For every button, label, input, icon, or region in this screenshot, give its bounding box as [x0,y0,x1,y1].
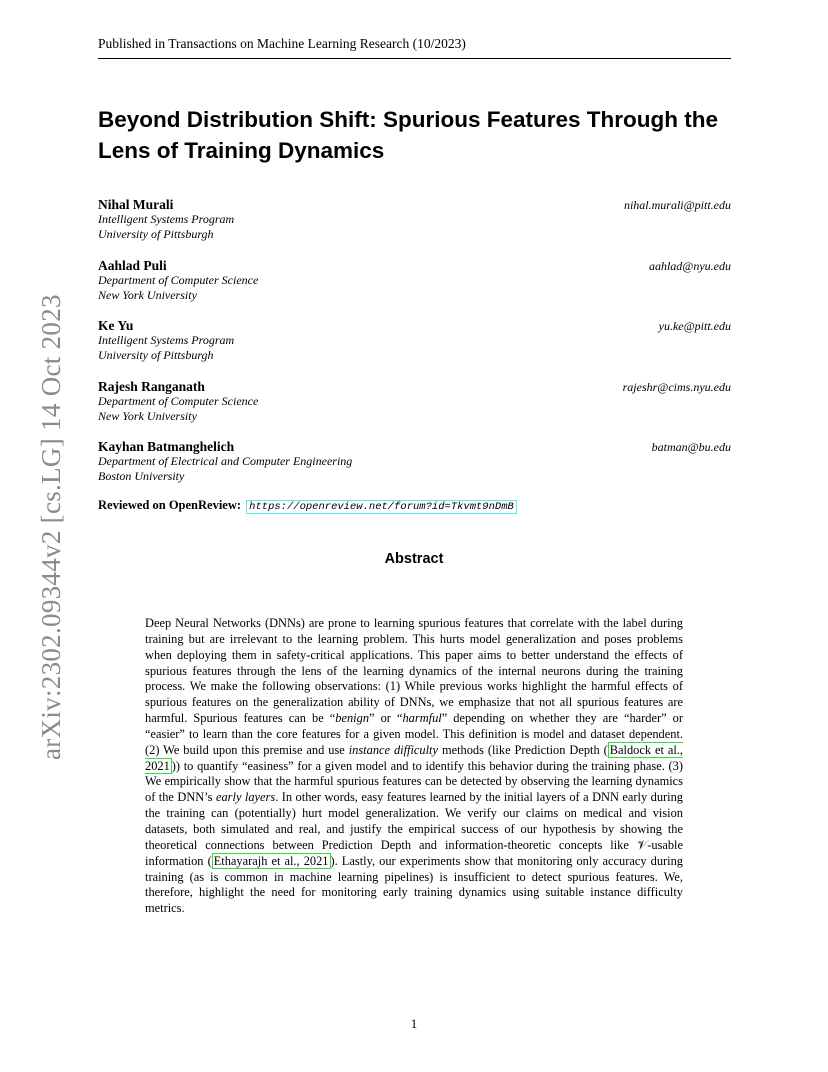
abstract-text: methods (like Prediction Depth ( [438,742,608,757]
author-block [98,258,731,319]
arxiv-identifier: arXiv:2302.09344v2 [cs.LG] 14 Oct 2023 [36,294,66,760]
author-email[interactable]: aahlad@nyu.edu [648,258,731,273]
author-block [98,379,731,440]
review-label: Reviewed on OpenReview: [98,498,242,512]
author-block [98,439,731,500]
paper-title: Beyond Distribution Shift: Spurious Features Through the Lens of Training Dynamics [98,107,718,163]
author-name: Ke Yu [98,318,134,333]
abstract-heading: Abstract [384,551,444,567]
emphasis-benign: benign [335,711,370,726]
review-line [98,498,517,513]
abstract-text: ). Lastly, our experiments show that monitoring only accuracy during training (as is common in machine learning pipelines) is insufficient to detect spurious features. We, therefore, highlight the need for monitoring early training dynamics using suitable instance difficulty metrics. [145,853,683,916]
author-affiliation: Intelligent Systems Program [98,333,235,347]
abstract-text: Deep Neural Networks (DNNs) are prone to learning spurious features that correlate with the label during training but are irrelevant to the learning problem. This hurts model generalization and poses problems when deploying them in safety-critical applications. This paper aims to better understand the effects of spurious features through the lens of the learning dynamics of the internal neurons during the training process. We make the following observations: (1) While previous works highlight the harmful effects of spurious features on the generalization ability of DNNs, we emphasize that not all spurious features are harmful. Spurious features can be “ [145,616,683,726]
author-affiliation: Department of Computer Science [98,393,259,408]
author-institution: New York University [98,408,197,423]
author-email[interactable]: nihal.murali@pitt.edu [623,198,731,212]
author-affiliation: Department of Computer Science [98,272,259,287]
abstract-text: )) to quantify “easiness” for a given model and to identify this behavior during the training phase. (3) We empirically show that the harmful spurious features can be detected by observing the learning dynamics of the DNN’s [145,758,683,805]
abstract-text: ” or “ [369,711,403,726]
abstract-text: ” depending on whether they are “harder” or “easier” to learn than the core features for a given model. This definition is model and dataset dependent. (2) We build upon this premise and use [145,711,683,757]
openreview-link[interactable]: https://openreview.net/forum?id=Tkvmt9nDmB [246,500,517,514]
author-affiliation: Intelligent Systems Program [98,212,235,226]
author-name: Nihal Murali [98,197,174,212]
author-institution: University of Pittsburgh [98,348,214,362]
author-list [98,197,731,500]
emphasis-early-layers: early layers [215,790,276,805]
citation-link[interactable]: Baldock et al., 2021 [145,742,683,773]
author-institution: University of Pittsburgh [98,227,214,241]
author-block [98,318,731,379]
abstract-body [145,616,683,917]
abstract-text: -usable information ( [145,837,683,868]
emphasis-harmful: harmful [402,711,442,726]
v-symbol: 𝒱 [636,837,648,852]
author-email[interactable]: rajeshr@cims.nyu.edu [622,379,731,394]
author-email[interactable]: yu.ke@pitt.edu [658,319,731,333]
abstract-text: . In other words, easy features learned by the initial layers of a DNN early during the training can (potentially) hurt model generalization. We verify our claims on medical and vision datasets, both simulated and real, and justify the empirical success of our hypothesis by showing the theoretical connections between Prediction Depth and information-theoretic concepts like [145,790,683,852]
author-institution: New York University [98,287,197,302]
author-institution: Boston University [98,469,185,483]
author-block [98,197,731,258]
citation-link[interactable]: Ethayarajh et al., 2021 [213,853,329,868]
author-affiliation: Department of Electrical and Computer Engineering [98,454,353,468]
page-number: 1 [410,1016,418,1031]
author-name: Kayhan Batmanghelich [98,439,235,454]
journal-header: Published in Transactions on Machine Learning Research (10/2023) [98,36,731,59]
author-name: Aahlad Puli [98,257,167,273]
emphasis-instance-difficulty: instance difficulty [348,742,438,757]
author-name: Rajesh Ranganath [98,378,205,394]
author-email[interactable]: batman@bu.edu [651,440,731,454]
